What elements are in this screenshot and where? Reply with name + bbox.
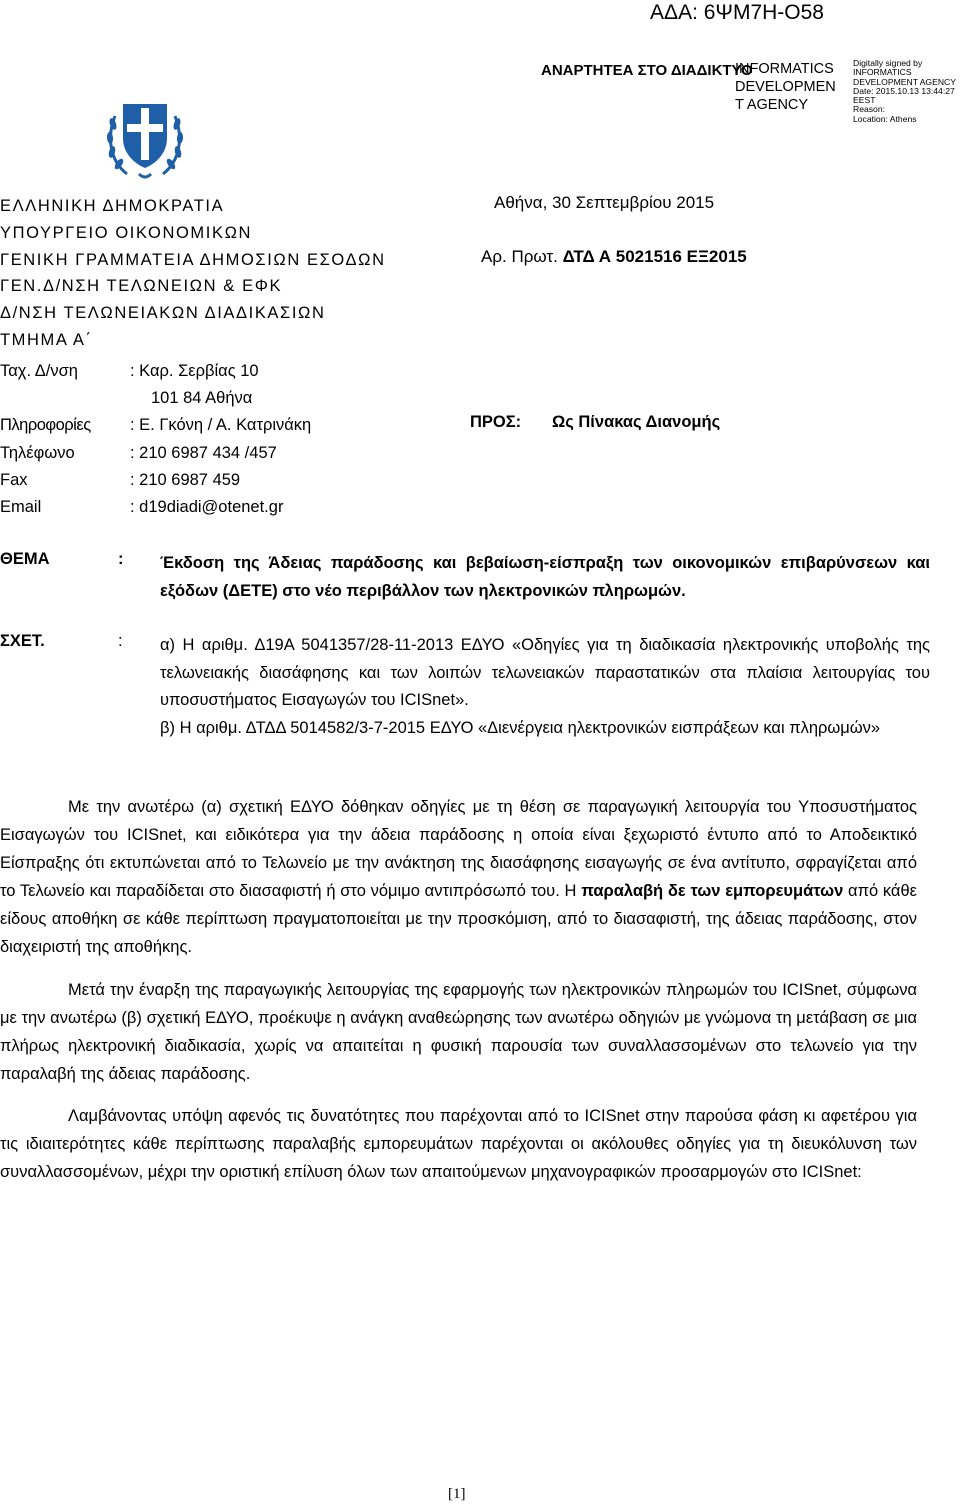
contact-block	[0, 358, 311, 521]
signature-detail-line: Location: Athens	[853, 113, 917, 124]
header-line: ΓΕΝ.Δ/ΝΣΗ ΤΕΛΩΝΕΙΩΝ & ΕΦΚ	[0, 277, 283, 296]
body-text: από κάθε είδους αποθήκη σε κάθε περίπτωση πραγματοποιείται με την προσκόμιση, από το διασαφιστή, της άδειας παράδοσης, στον διαχειριστή της αποθήκης.	[0, 882, 918, 957]
fax-label: Fax	[0, 470, 28, 489]
address-value: : Καρ. Σερβίας 10	[130, 362, 259, 380]
references-colon: :	[118, 632, 123, 650]
publish-label: ΑΝΑΡΤΗΤΕΑ ΣΤΟ ΔΙΑΔΙΚΤΥΟ	[541, 62, 753, 79]
greek-emblem-icon	[105, 94, 185, 182]
email-label: Email	[0, 498, 42, 517]
signature-detail-line: INFORMATICS	[853, 67, 912, 78]
info-label: Πληροφορίες	[0, 416, 91, 435]
signature-detail-line: EEST	[853, 95, 876, 106]
phone-value: : 210 6987 434 /457	[130, 443, 277, 462]
body-paragraph	[0, 793, 917, 962]
document-body	[0, 793, 917, 1200]
signature-detail-line: Digitally signed by	[853, 58, 923, 68]
body-paragraph: Λαμβάνοντας υπόψη αφενός τις δυνατότητες που παρέχονται από το ICISnet στην παρούσα φάση κι αφετέρου για τις ιδιαιτερότητες κάθε περίπτωσης παραλαβής εμπορευμάτων παρέχονται οι ακόλουθες οδηγίες για τη διευκόλυνση των συναλλασσομένων, μέχρι την οριστική επίλυση όλων των απαιτούμενων μηχανογραφικών προσαρμογών στο ICISnet:	[0, 1106, 917, 1182]
body-paragraph: Μετά την έναρξη της παραγωγικής λειτουργίας της εφαρμογής των ηλεκτρονικών πληρωμών του ICISnet, σύμφωνα με την ανωτέρω (β) σχετική ΕΔΥΟ, προέκυψε η ανάγκη αναθεώρησης των ανωτέρω οδηγιών με γνώμονα τη μετάβαση σε μια πλήρως ηλεκτρονική διαδικασία, χωρίς να απαιτείται η φυσική παρουσία των συναλλασσομένων στο τελωνείο για την παραλαβή της άδειας παράδοσης.	[0, 980, 917, 1083]
info-value: : Ε. Γκόνη / Α. Κατρινάκη	[130, 416, 312, 435]
reference-a: α) Η αριθμ. Δ19Α 5041357/28-11-2013 ΕΔΥΟ «Οδηγίες για τη διαδικασία ηλεκτρονικής υποβολής της τελωνειακής διασάφησης και των λοιπών τελωνειακών παραστατικών στα πλαίσια λειτουργίας του υποσυστήματος Εισαγωγών του ICISnet».	[160, 636, 930, 710]
address-label: Ταχ. Δ/νση	[0, 362, 78, 380]
subject-text: Έκδοση της Άδειας παράδοσης και βεβαίωση-είσπραξη των οικονομικών επιβαρύνσεων και εξόδων (ΔΕΤΕ) στο νέο περιβάλλον των ηλεκτρονικών πληρωμών.	[160, 554, 930, 600]
signature-org-line: DEVELOPMEN	[735, 79, 836, 95]
recipient-value: Ως Πίνακας Διανομής	[552, 413, 721, 431]
signature-org	[735, 60, 836, 114]
body-text: Με την ανωτέρω (α) σχετική ΕΔΥΟ δόθηκαν οδηγίες με τη θέση σε παραγωγική λειτουργία του Υποσυστήματος Εισαγωγών του ICISnet, και ειδικότερα για την άδεια παράδοσης η οποία είναι ξεχωριστό έντυπο από το Αποδεικτικό Είσπραξης ότι εκτυπώνεται από το Τελωνείο με την ανάκτηση της διασάφησης εισαγωγής σε ένα αντίτυπο, σφραγίζεται από το Τελωνείο και παραδίδεται στο διασαφιστή ή στο νόμιμο αντιπρόσωπό του. Η	[0, 798, 917, 901]
header-line: ΥΠΟΥΡΓΕΙΟ ΟΙΚΟΝΟΜΙΚΩΝ	[0, 223, 253, 242]
references-label: ΣΧΕΤ.	[0, 632, 45, 650]
recipient-label: ΠΡΟΣ:	[470, 413, 522, 431]
body-emphasis: παραλαβή δε των εμπορευμάτων	[581, 882, 844, 901]
subject-label: ΘΕΜΑ	[0, 550, 50, 568]
header-line: ΓΕΝΙΚΗ ΓΡΑΜΜΑΤΕΙΑ ΔΗΜΟΣΙΩΝ ΕΣΟΔΩΝ	[0, 250, 386, 269]
document-date: Αθήνα, 30 Σεπτεμβρίου 2015	[494, 193, 715, 212]
address-city: 101 84 Αθήνα	[151, 389, 253, 408]
signature-detail-line: DEVELOPMENT AGENCY	[853, 76, 956, 87]
subject-colon: :	[118, 550, 124, 568]
header-line: Δ/ΝΣΗ ΤΕΛΩΝΕΙΑΚΩΝ ΔΙΑΔΙΚΑΣΙΩΝ	[0, 304, 326, 323]
header-line: ΕΛΛΗΝΙΚΗ ΔΗΜΟΚΡΑΤΙΑ	[0, 197, 225, 215]
protocol-prefix: Αρ. Πρωτ.	[481, 247, 558, 266]
references-list	[160, 632, 930, 742]
fax-value: : 210 6987 459	[130, 470, 241, 489]
signature-details	[853, 59, 956, 124]
protocol-number	[481, 247, 747, 267]
signature-org-line: T AGENCY	[735, 97, 809, 113]
ministry-header	[0, 193, 386, 354]
phone-label: Τηλέφωνο	[0, 443, 75, 462]
protocol-value: ΔΤΔ Α 5021516 ΕΞ2015	[562, 247, 747, 266]
email-value: : d19diadi@otenet.gr	[130, 498, 284, 517]
signature-org-line: INFORMATICS	[735, 61, 834, 77]
signature-detail-line: Reason:	[853, 104, 886, 115]
ada-code: ΑΔΑ: 6ΨΜ7Η-Ο58	[650, 1, 824, 24]
header-line: ΤΜΗΜΑ Α΄	[0, 330, 93, 349]
page-number: [1]	[448, 1486, 466, 1502]
signature-detail-line: Date: 2015.10.13 13:44:27	[853, 85, 955, 96]
reference-b: β) Η αριθμ. ΔΤΔΔ 5014582/3-7-2015 ΕΔΥΟ «Διενέργεια ηλεκτρονικών εισπράξεων και πληρωμών»	[160, 718, 881, 737]
